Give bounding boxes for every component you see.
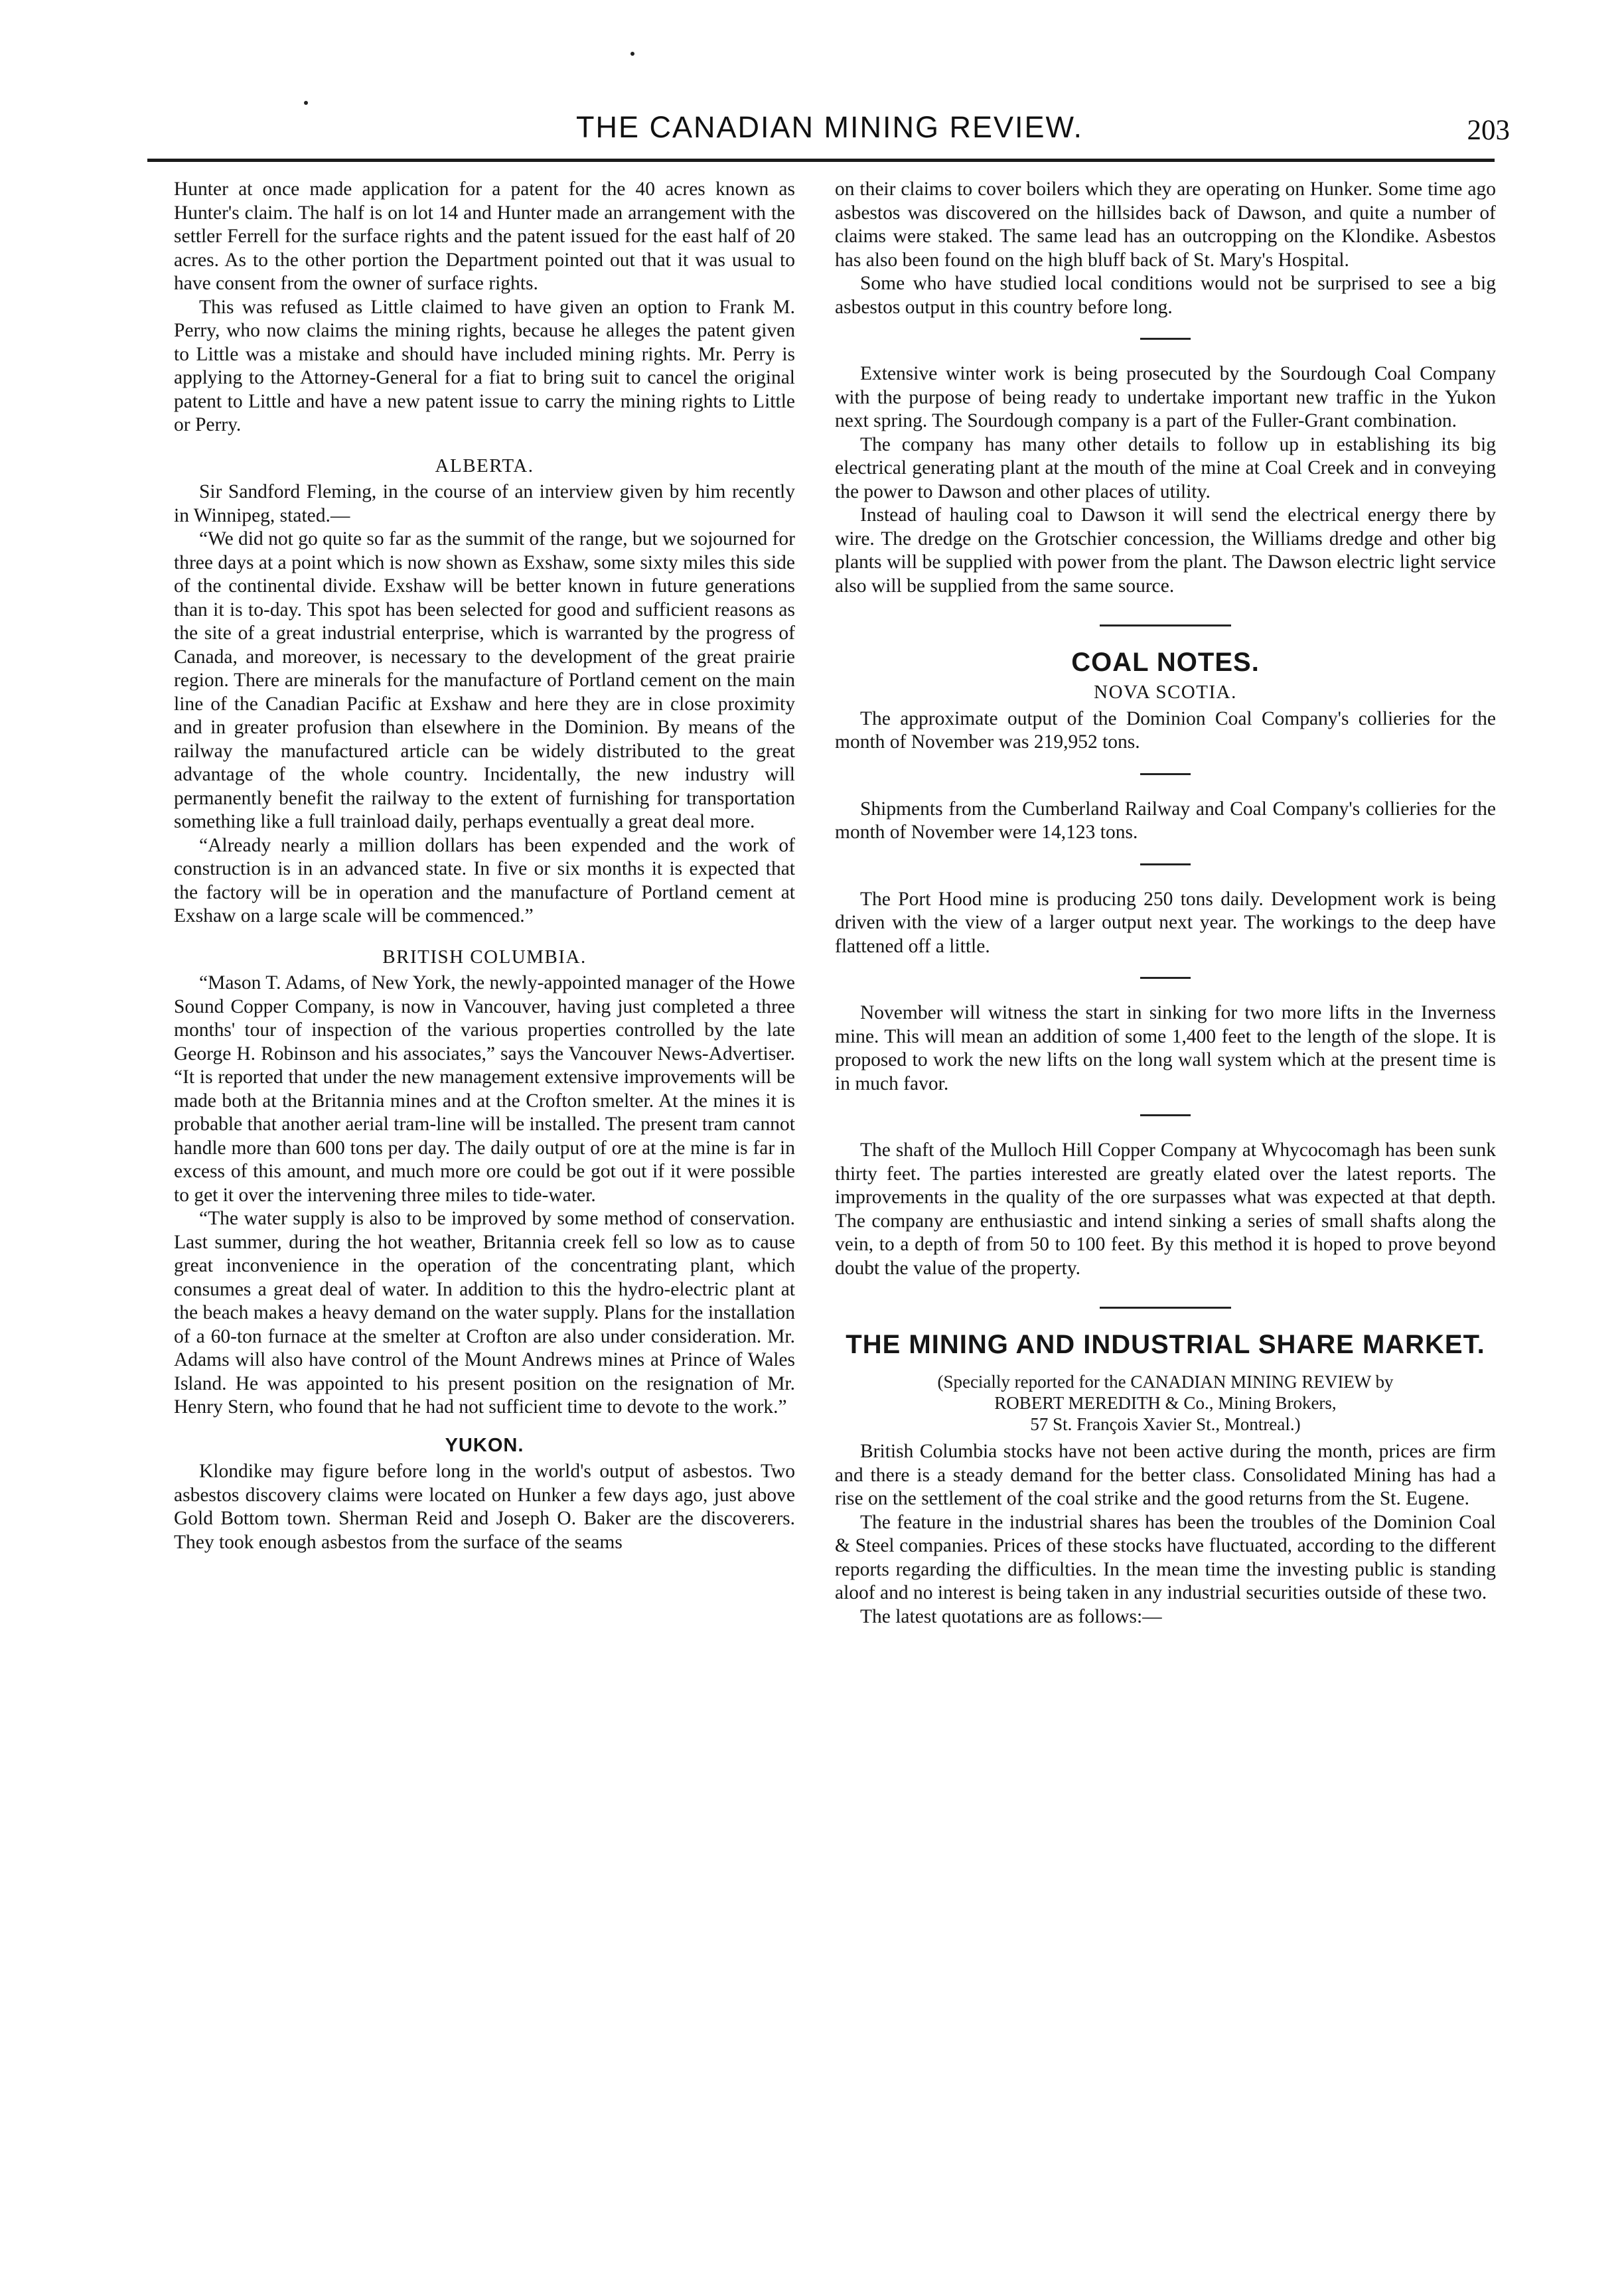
section-heading-yukon: YUKON. — [445, 1434, 524, 1456]
article-paragraph: Instead of hauling coal to Dawson it will send the electrical energy there by wire. The dredge on the Grotschier concession, the Williams dredge and other big plants will be supplied with power from the plant. The Dawson electric light service also will be supplied from the same source. — [835, 504, 1496, 597]
news-item: November will witness the start in sinking for two more lifts in the Inverness mine. This will mean an addition of some 1,400 feet to the length of the slope. It is proposed to work the new lifts on the long wall system which at the present time is in much favor. — [835, 1002, 1496, 1094]
article-paragraph: The latest quotations are as follows:— — [860, 1605, 1162, 1627]
page-header — [149, 105, 1510, 158]
right-column — [835, 178, 1496, 2249]
article-paragraph: on their claims to cover boilers which they are operating on Hunker. Some time ago asbestos was discovered on the hillsides back of Dawson, and quite a number of claims were staked. The same lead has an outcropping on the Klondike. Asbestos has also been found on the high bluff back of St. Mary's Hospital. — [835, 179, 1496, 271]
credit-line: (Specially reported for the CANADIAN MINING REVIEW by — [937, 1372, 1394, 1392]
section-heading-alberta: ALBERTA. — [435, 455, 534, 476]
page-number: 203 — [1467, 115, 1510, 146]
article-paragraph: This was refused as Little claimed to have given an option to Frank M. Perry, who now claims the mining rights, because he alleges the patent given to Little was a mistake and should have included mining rights. Mr. Perry is applying to the Attorney-General for a fiat to bring suit to cancel the original patent to Little and have a new patent issue to carry the mining rights to Little or Perry. — [174, 296, 795, 435]
article-paragraph: Klondike may figure before long in the world's output of asbestos. Two asbestos discovery claims were located on Hunker a few days ago, just above Gold Bottom town. Sherman Reid and Joseph O. Baker are the discoverers. They took enough asbestos from the surface of the seams — [174, 1461, 795, 1553]
news-item: The approximate output of the Dominion Coal Company's collieries for the month of November was 219,952 tons. — [835, 707, 1496, 753]
section-separator — [1100, 624, 1231, 626]
article-paragraph: The feature in the industrial shares has been the troubles of the Dominion Coal & Steel companies. Prices of these stocks have fluctuated, according to the different reports regarding the difficulties. In the mean time the investing public is standing aloof and no interest is being taken in any industrial securities outside of these two. — [835, 1511, 1496, 1603]
news-item: The Port Hood mine is producing 250 tons daily. Development work is being driven with the view of a larger output next year. The workings to the deep have flattened off a little. — [835, 888, 1496, 957]
section-heading-coal-notes: COAL NOTES. — [1071, 648, 1260, 677]
section-heading-british-columbia: BRITISH COLUMBIA. — [382, 946, 587, 968]
item-separator — [1140, 863, 1191, 865]
article-paragraph: “We did not go quite so far as the summit of the range, but we sojourned for three days at a point which is now shown as Exshaw, some sixty miles this side of the continental divide. Exshaw will be better known in future generations than it is to-day. This spot has been selected for good and sufficient reasons as the site of a great industrial enterprise, which is warranted by the progress of Canada, and moreover, is necessary to the development of the great prairie region. There are minerals for the manufacture of Portland cement on the main line of the Canadian Pacific at Exshaw and here they are in close proximity and in greater profusion than elsewhere in the Dominion. By means of the railway the manufactured article can be widely distributed to the great advantage of the whole country. Incidentally, the new industry will permanently benefit the railway to the extent of furnishing for transportation something like a full trainload daily, perhaps eventually a great deal more. — [174, 528, 795, 832]
item-separator — [1140, 338, 1191, 340]
item-separator — [1140, 773, 1191, 775]
article-paragraph: Hunter at once made application for a patent for the 40 acres known as Hunter's claim. The half is on lot 14 and Hunter made an arrangement with the settler Ferrell for the surface rights and the patent issued for the east half of 20 acres. As to the other portion the Department pointed out that it was usual to have consent from the owner of surface rights. — [174, 179, 795, 294]
news-item: Shipments from the Cumberland Railway and Coal Company's collieries for the month of November were 14,123 tons. — [835, 798, 1496, 843]
article-paragraph: The company has many other details to follow up in establishing its big electrical generating plant at the mouth of the mine at Coal Creek and in conveying the power to Dawson and other places of utility. — [835, 433, 1496, 502]
section-heading-share-market: THE MINING AND INDUSTRIAL SHARE MARKET. — [846, 1330, 1485, 1359]
article-paragraph: Some who have studied local conditions would not be surprised to see a big asbestos output in this country before long. — [835, 273, 1496, 318]
print-speck — [630, 52, 634, 56]
report-credit — [835, 1371, 1496, 1435]
credit-line: ROBERT MEREDITH & Co., Mining Brokers, — [994, 1393, 1337, 1413]
article-paragraph: “The water supply is also to be improved by some method of conservation. Last summer, during the hot weather, Britannia creek fell so low as to cause great inconvenience in the operation of the concentrating plant, which consumes a great deal of water. In addition to this the hydro-electric plant at the beach makes a heavy demand on the water supply. Plans for the installation of a 60-ton furnace at the smelter at Crofton are also under consideration. Mr. Adams will also have control of the Mount Andrews mines at Prince of Wales Island. He was appointed to his present position on the resignation of Mr. Henry Stern, who found that he had not sufficient time to devote to the work.” — [174, 1208, 795, 1418]
news-item: The shaft of the Mulloch Hill Copper Company at Whycocomagh has been sunk thirty feet. The parties interested are greatly elated over the latest reports. The improvements in the quality of the ore surpasses what was expected at that depth. The company are enthusiastic and intend sinking a series of small shafts along the vein, to a depth of from 50 to 100 feet. By this method it is hoped to prove beyond doubt the value of the property. — [835, 1139, 1496, 1279]
left-column — [174, 178, 795, 2249]
article-paragraph: “Already nearly a million dollars has been expended and the work of construction is in an advanced state. In five or six months it is expected that the factory will be in operation and the manufacture of Portland cement at Exshaw on a large scale will be commenced.” — [174, 834, 795, 926]
header-rule — [147, 159, 1495, 162]
item-separator — [1140, 1114, 1191, 1116]
running-title: THE CANADIAN MINING REVIEW. — [575, 110, 1084, 144]
subheading-nova-scotia: NOVA SCOTIA. — [1094, 682, 1237, 703]
credit-line: 57 St. François Xavier St., Montreal.) — [1030, 1414, 1301, 1434]
article-paragraph: Extensive winter work is being prosecuted by the Sourdough Coal Company with the purpose of being ready to undertake important new traffic in the Yukon next spring. The Sourdough company is a part of the Fuller-Grant combination. — [835, 363, 1496, 431]
article-paragraph: “Mason T. Adams, of New York, the newly-appointed manager of the Howe Sound Copper Company, is now in Vancouver, having just completed a three months' tour of inspection of the various properties controlled by the late George H. Robinson and his associates,” says the Vancouver News-Advertiser. “It is reported that under the new management extensive improvements will be made both at the Britannia mines and at the Crofton smelter. At the mines it is probable that another aerial tram-line will be installed. The present tram cannot handle more than 600 tons per day. The daily output of ore at the mine is far in excess of this amount, and much more ore could be got out if it were possible to get it over the intervening three miles to tide-water. — [174, 972, 795, 1206]
item-separator — [1140, 977, 1191, 979]
section-separator — [1100, 1307, 1231, 1309]
article-paragraph: Sir Sandford Fleming, in the course of an interview given by him recently in Winnipeg, stated.— — [174, 481, 795, 526]
article-paragraph: British Columbia stocks have not been active during the month, prices are firm and there is a steady demand for the better class. Consolidated Mining has had a rise on the settlement of the coal strike and the good returns from the St. Eugene. — [835, 1441, 1496, 1509]
